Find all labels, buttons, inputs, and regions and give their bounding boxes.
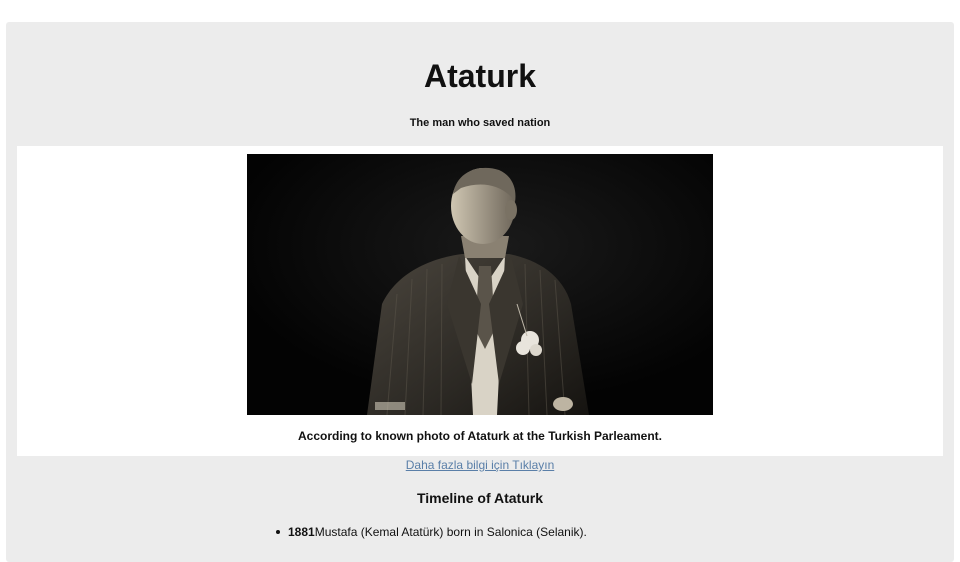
more-info-container bbox=[6, 457, 954, 473]
image-caption: According to known photo of Ataturk at the Turkish Parleament. bbox=[297, 429, 663, 443]
tribute-page-main bbox=[6, 22, 954, 562]
page-title: Ataturk bbox=[423, 58, 536, 94]
timeline-item bbox=[278, 524, 587, 540]
ataturk-portrait-image bbox=[247, 154, 713, 415]
page-subtitle: The man who saved nation bbox=[409, 117, 551, 129]
timeline-item-text: Mustafa (Kemal Atatürk) born in Salonica (Selanik). bbox=[314, 525, 587, 539]
timeline-item-year: 1881 bbox=[288, 525, 315, 539]
image-figure bbox=[17, 146, 943, 456]
timeline-heading: Timeline of Ataturk bbox=[416, 490, 544, 506]
more-info-link[interactable]: Daha fazla bilgi için Tıklayın bbox=[405, 458, 555, 472]
portrait-photo-icon bbox=[247, 154, 713, 415]
timeline-list bbox=[278, 524, 587, 540]
